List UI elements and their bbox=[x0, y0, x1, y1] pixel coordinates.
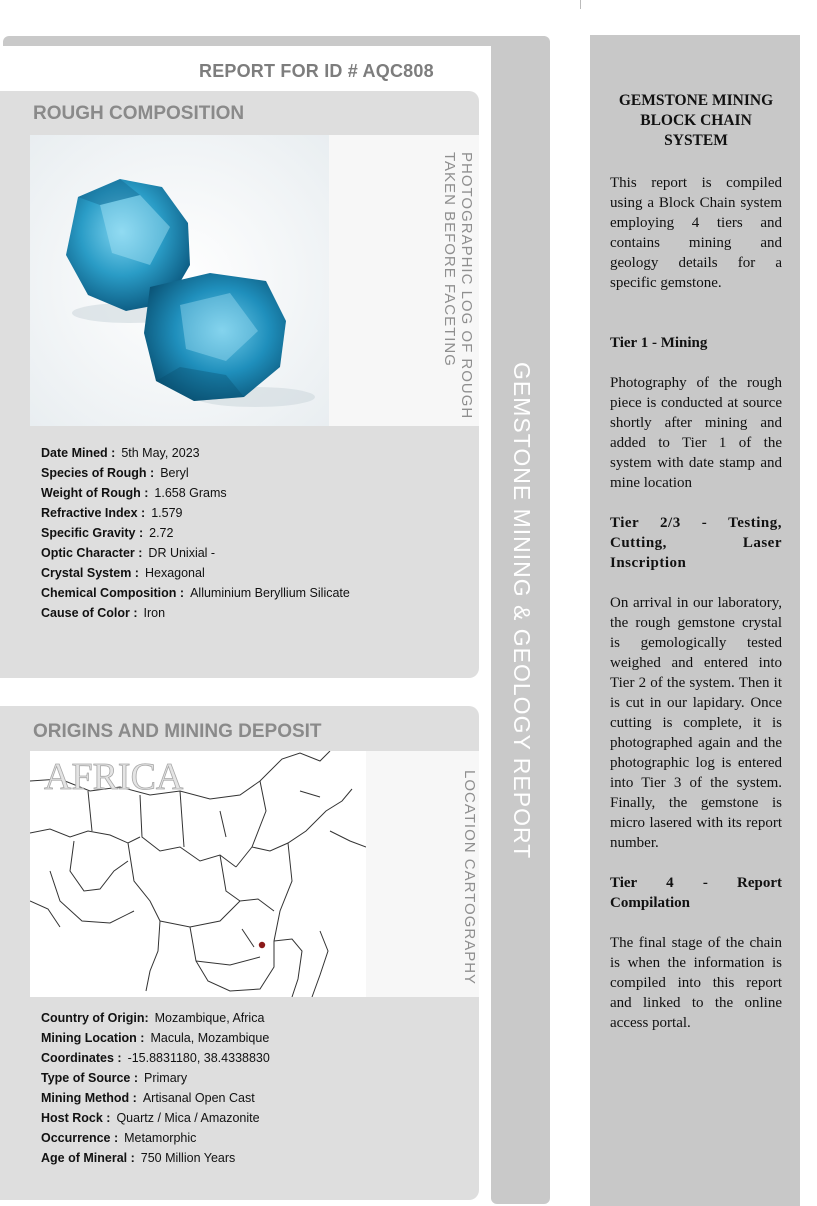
tier4-text: The final stage of the chain is when the information is compiled into this report and linked to the online access portal. bbox=[610, 935, 782, 1031]
blockchain-sidebar bbox=[590, 35, 800, 1206]
field-label: Optic Character : bbox=[41, 546, 143, 560]
field-row bbox=[41, 1108, 270, 1128]
field-value: Alluminium Beryllium Silicate bbox=[190, 586, 350, 600]
field-label: Type of Source : bbox=[41, 1071, 139, 1085]
origins-title: ORIGINS AND MINING DEPOSIT bbox=[33, 721, 322, 742]
field-label: Crystal System : bbox=[41, 566, 139, 580]
field-value: 750 Million Years bbox=[140, 1151, 236, 1165]
field-value: Primary bbox=[144, 1071, 188, 1085]
tier1-title: Tier 1 - Mining bbox=[610, 335, 708, 351]
field-row bbox=[41, 1068, 270, 1088]
field-value: 5th May, 2023 bbox=[121, 446, 200, 460]
field-value: Mozambique, Africa bbox=[154, 1011, 265, 1025]
map-side-label: LOCATION CARTOGRAPHY bbox=[461, 770, 478, 986]
field-row bbox=[41, 543, 350, 563]
field-row bbox=[41, 583, 350, 603]
field-label: Weight of Rough : bbox=[41, 486, 149, 500]
field-label: Cause of Color : bbox=[41, 606, 138, 620]
field-value: Artisanal Open Cast bbox=[142, 1091, 255, 1105]
field-value: -15.8831180, 38.4338830 bbox=[127, 1051, 270, 1065]
field-label: Coordinates : bbox=[41, 1051, 122, 1065]
sidebar-content bbox=[610, 91, 782, 1053]
field-value: 2.72 bbox=[149, 526, 174, 540]
field-label: Specific Gravity : bbox=[41, 526, 144, 540]
field-value: Quartz / Mica / Amazonite bbox=[116, 1111, 260, 1125]
field-row bbox=[41, 1048, 270, 1068]
tier4-title: Tier 4 - Report Compilation bbox=[610, 875, 782, 911]
field-value: DR Unixial - bbox=[148, 546, 216, 560]
field-row bbox=[41, 503, 350, 523]
field-row bbox=[41, 1028, 270, 1048]
field-label: Country of Origin: bbox=[41, 1011, 149, 1025]
rough-gemstone-photo bbox=[30, 135, 329, 426]
rough-side-label-line-1: PHOTOGRAPHIC LOG OF ROUGH bbox=[458, 152, 475, 420]
origin-fields-list bbox=[41, 1008, 270, 1168]
field-label: Host Rock : bbox=[41, 1111, 111, 1125]
tier2-text: On arrival in our laboratory, the rough gemstone crystal is gemologically tested weighed and entered into Tier 2 of the system. Then it is cut in our lapidary. Once cutting is complete, it is photographed again and the photographic log is entered into Tier 3 of the system. Finally, the gemstone is micro lasered with its report number. bbox=[610, 595, 782, 851]
field-label: Occurrence : bbox=[41, 1131, 119, 1145]
sidebar-intro: This report is compiled using a Block Chain system employing 4 tiers and contains mining and geology details for a specific gemstone. bbox=[610, 175, 782, 291]
field-row bbox=[41, 483, 350, 503]
field-value: 1.579 bbox=[151, 506, 183, 520]
field-value: Macula, Mozambique bbox=[150, 1031, 270, 1045]
field-label: Mining Location : bbox=[41, 1031, 145, 1045]
mine-location-marker bbox=[259, 942, 265, 948]
rough-composition-title: ROUGH COMPOSITION bbox=[33, 103, 245, 124]
field-label: Date Mined : bbox=[41, 446, 116, 460]
field-value: Hexagonal bbox=[144, 566, 205, 580]
tier2-title: Tier 2/3 - Testing, Cutting, Laser Inscription bbox=[610, 515, 782, 571]
sidebar-heading: GEMSTONE MINING BLOCK CHAIN SYSTEM bbox=[618, 92, 774, 149]
field-label: Mining Method : bbox=[41, 1091, 137, 1105]
rough-photo-strip bbox=[30, 135, 479, 426]
rough-side-label-line-2: TAKEN BEFORE FACETING bbox=[441, 152, 458, 367]
tier1-text: Photography of the rough piece is conducted at source shortly after mining and added to Tier 1 of the system with date stamp and mine location bbox=[610, 375, 782, 491]
field-row bbox=[41, 603, 350, 623]
field-row bbox=[41, 1088, 270, 1108]
field-row bbox=[41, 563, 350, 583]
rough-photo-side-label bbox=[441, 152, 475, 419]
field-row bbox=[41, 1148, 270, 1168]
field-value: 1.658 Grams bbox=[154, 486, 227, 500]
field-value: Beryl bbox=[160, 466, 189, 480]
field-label: Refractive Index : bbox=[41, 506, 146, 520]
map-strip bbox=[30, 751, 479, 997]
report-id-title: REPORT FOR ID # AQC808 bbox=[199, 61, 434, 81]
rough-fields-list bbox=[41, 443, 350, 623]
vertical-report-title: GEMSTONE MINING & GEOLOGY REPORT bbox=[509, 362, 535, 860]
top-bar bbox=[3, 36, 549, 46]
field-row bbox=[41, 523, 350, 543]
field-row bbox=[41, 443, 350, 463]
africa-map bbox=[30, 751, 366, 997]
field-value: Metamorphic bbox=[124, 1131, 197, 1145]
field-label: Age of Mineral : bbox=[41, 1151, 135, 1165]
field-label: Chemical Composition : bbox=[41, 586, 185, 600]
field-row bbox=[41, 1128, 270, 1148]
page-corner-mark bbox=[580, 0, 581, 9]
field-value: Iron bbox=[143, 606, 166, 620]
field-row bbox=[41, 463, 350, 483]
map-region-label: AFRICA bbox=[44, 756, 184, 798]
field-label: Species of Rough : bbox=[41, 466, 155, 480]
field-row bbox=[41, 1008, 270, 1028]
